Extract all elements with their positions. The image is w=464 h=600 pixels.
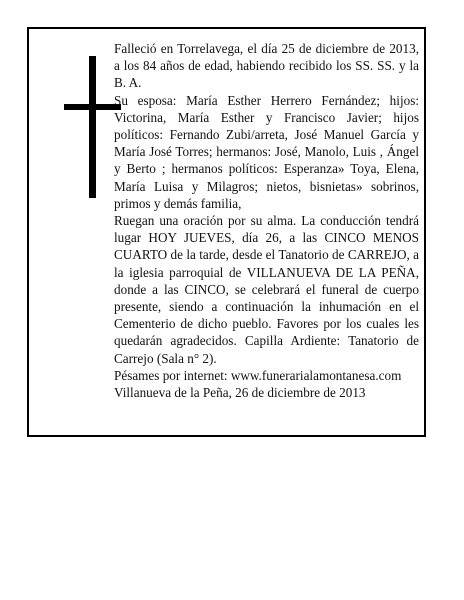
cross-vertical-bar — [89, 56, 96, 198]
place-date-line: Villanueva de la Peña, 26 de diciembre de 2013 — [114, 385, 366, 401]
condolences-line: Pésames por internet: www.funerarialamontanesa.com — [114, 367, 402, 383]
obituary-notice — [27, 27, 426, 437]
cross-horizontal-bar — [64, 104, 121, 110]
death-paragraph: Falleció en Torrelavega, el día 25 de diciembre de 2013, a los 84 años de edad, habiendo recibido los SS. SS. y la B. A. — [114, 41, 419, 91]
family-paragraph: Su esposa: María Esther Herrero Fernández; hijos: Victorina, María Esther y Francisco Javier; hijos políticos: Fernando Zubi/arreta, José Manuel García y María José Torres; hermanos: José, Manolo, Luis , Ángel y Berto ; hermanos políticos: Esperanza» Toya, Elena, María Luisa y Milagros; nietos, bisnietas» sobrinos, primos y demás familia, — [114, 92, 419, 211]
service-paragraph: Ruegan una oración por su alma. La conducción tendrá lugar HOY JUEVES, día 26, a las CINCO MENOS CUARTO de la tarde, desde el Tanatorio de CARREJO, a la iglesia parroquial de VILLANUEVA DE LA PEÑA, donde a las CINCO, se celebrará el funeral de cuerpo presente, siendo a continuación la inhumación en el Cementerio de dicho pueblo. Favores por los cuales les quedarán agradecidos. Capilla Ardiente: Tanatorio de Carrejo (Sala n° 2). — [114, 213, 419, 366]
notice-text — [114, 40, 419, 401]
cross-icon — [64, 56, 121, 198]
